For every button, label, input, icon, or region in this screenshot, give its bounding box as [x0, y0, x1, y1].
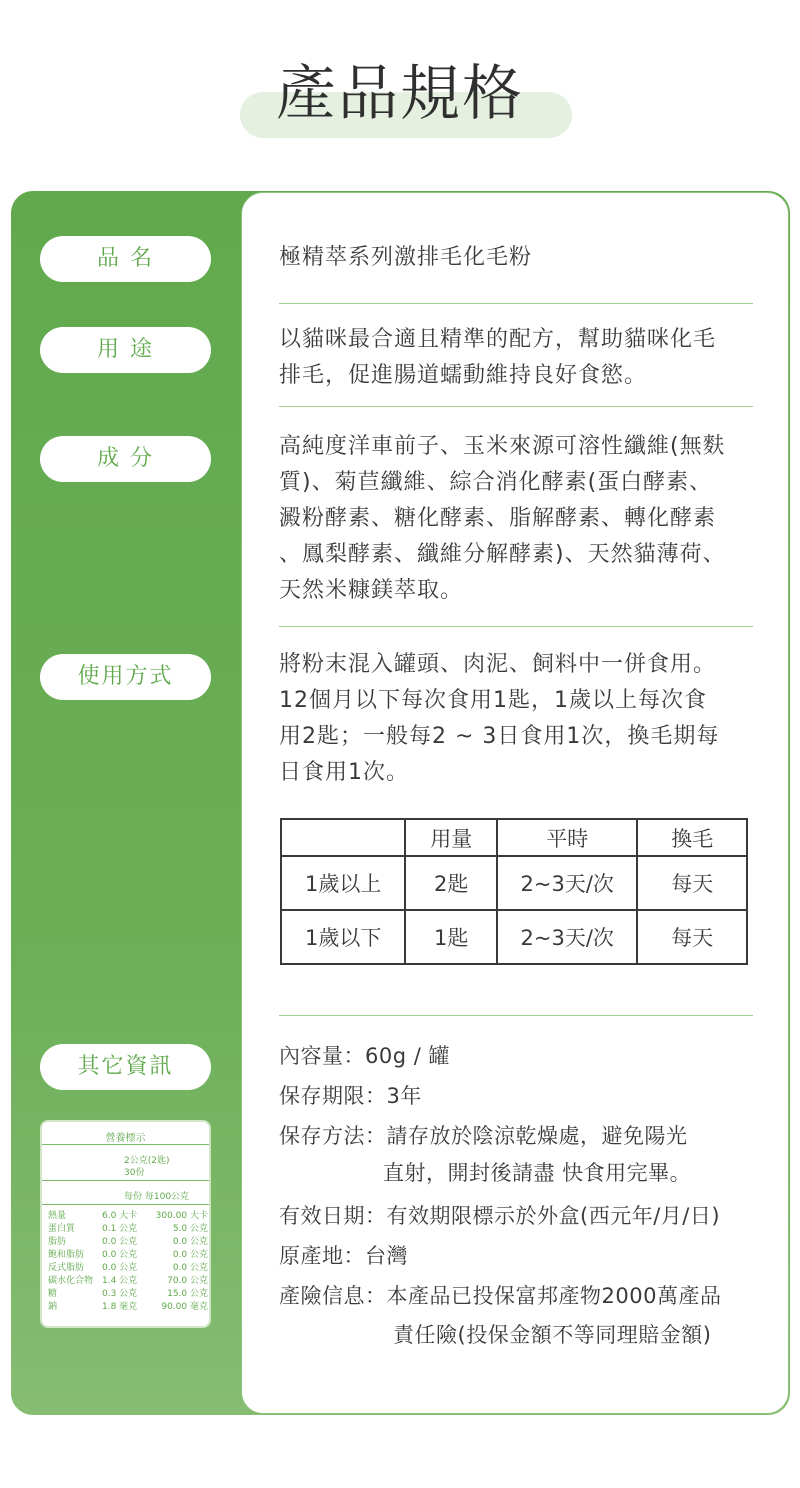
ingredients-value [279, 429, 769, 609]
table-cell: 1匙 [405, 910, 497, 964]
usage-table-header-cell [281, 819, 405, 856]
info-shelf-life: 保存期限：3年 [279, 1084, 422, 1108]
product-name-value: 極精萃系列激排毛化毛粉 [279, 245, 533, 270]
nutrient-per-100g: 0.0 公克 [172, 1250, 208, 1260]
info-storage: 保存方法：請存放於陰涼乾燥處，避免陽光 [279, 1124, 688, 1148]
nutrient-name: 脂肪 [48, 1237, 67, 1247]
info-insurance: 產險信息：本產品已投保富邦產物2000萬產品 [279, 1284, 722, 1308]
nutrition-row [48, 1223, 208, 1236]
nutrition-divider [42, 1204, 209, 1205]
usage-value [279, 647, 769, 791]
nutrition-row [48, 1288, 208, 1301]
usage-line: 12個月以下每次食用1匙，1歲以上每次食 [279, 688, 707, 713]
ingredients-line: 質)、菊苣纖維、綜合消化酵素(蛋白酵素、 [279, 470, 713, 495]
nutrient-per-100g: 300.00 大卡 [155, 1211, 208, 1221]
nutrient-per-100g: 90.00 毫克 [161, 1302, 208, 1312]
usage-table-header-cell: 用量 [405, 819, 497, 856]
nutrient-per-100g: 5.0 公克 [172, 1224, 208, 1234]
usage-line: 將粉末混入罐頭、肉泥、飼料中一併食用。 [279, 652, 717, 677]
purpose-line: 以貓咪最合適且精準的配方，幫助貓咪化毛 [279, 327, 717, 352]
nutrient-per-serving: 0.3 公克 [102, 1289, 138, 1299]
purpose-line: 排毛，促進腸道蠕動維持良好食慾。 [279, 363, 648, 388]
label-ingredients: 成 分 [40, 436, 211, 482]
table-cell: 每天 [637, 856, 747, 910]
nutrient-per-serving: 0.0 公克 [102, 1263, 138, 1273]
info-capacity: 內容量：60g / 罐 [279, 1044, 450, 1068]
nutrition-servings: 30份 [124, 1168, 145, 1178]
nutrient-per-serving: 0.0 公克 [102, 1237, 138, 1247]
divider [279, 303, 753, 304]
usage-line: 用2匙；一般每2 ~ 3日食用1次，換毛期每 [279, 724, 720, 749]
table-cell: 每天 [637, 910, 747, 964]
nutrition-label [40, 1120, 211, 1328]
label-other-info: 其它資訊 [40, 1044, 211, 1090]
nutrient-name: 糖 [48, 1289, 58, 1299]
divider [279, 1015, 753, 1016]
nutrient-per-serving: 6.0 大卡 [102, 1211, 138, 1221]
ingredients-line: 澱粉酵素、糖化酵素、脂解酵素、轉化酵素 [279, 506, 717, 531]
table-cell: 2匙 [405, 856, 497, 910]
nutrition-row [48, 1210, 208, 1223]
nutrient-per-100g: 0.0 公克 [172, 1263, 208, 1273]
nutrient-per-100g: 70.0 公克 [167, 1276, 208, 1286]
label-usage: 使用方式 [40, 654, 211, 700]
usage-table-header-cell: 換毛 [637, 819, 747, 856]
table-cell: 2~3天/次 [497, 856, 637, 910]
table-row [281, 910, 747, 964]
usage-table [280, 818, 748, 965]
nutrition-row [48, 1275, 208, 1288]
nutrition-divider [42, 1180, 209, 1181]
info-insurance-cont: 責任險(投保金額不等同理賠金額) [393, 1323, 712, 1347]
usage-line: 日食用1次。 [279, 760, 409, 785]
nutrient-per-100g: 0.0 公克 [172, 1237, 208, 1247]
usage-table-header [281, 819, 747, 856]
ingredients-line: 、鳳梨酵素、纖維分解酵素)、天然貓薄荷、 [279, 542, 726, 567]
nutrition-row [48, 1236, 208, 1249]
nutrient-per-serving: 0.1 公克 [102, 1224, 138, 1234]
nutrition-row [48, 1262, 208, 1275]
divider [279, 406, 753, 407]
nutrition-row [48, 1249, 208, 1262]
nutrition-row [48, 1301, 208, 1314]
usage-table-header-cell: 平時 [497, 819, 637, 856]
nutrient-name: 蛋白質 [48, 1224, 76, 1234]
nutrition-title: 營養標示 [105, 1133, 146, 1144]
nutrient-per-serving: 1.4 公克 [102, 1276, 138, 1286]
table-cell: 2~3天/次 [497, 910, 637, 964]
purpose-value [279, 322, 769, 394]
nutrition-columns: 每份 每100公克 [124, 1192, 190, 1202]
nutrient-name: 鈉 [48, 1302, 58, 1312]
table-cell: 1歲以上 [281, 856, 405, 910]
info-origin: 原產地：台灣 [279, 1244, 408, 1268]
table-cell: 1歲以下 [281, 910, 405, 964]
nutrition-divider [42, 1144, 209, 1145]
info-expiry: 有效日期：有效期限標示於外盒(西元年/月/日) [279, 1204, 721, 1228]
page-header [0, 0, 800, 160]
nutrient-name: 碳水化合物 [48, 1276, 94, 1286]
page-title: 產品規格 [276, 59, 524, 129]
info-storage-cont: 直射，開封後請盡 快食用完畢。 [383, 1161, 692, 1185]
table-row [281, 856, 747, 910]
label-purpose: 用 途 [40, 327, 211, 373]
ingredients-line: 天然米糠鎂萃取。 [279, 578, 464, 603]
ingredients-line: 高純度洋車前子、玉米來源可溶性纖維(無麩 [279, 434, 726, 459]
nutrition-serving-size: 2公克(2匙) [124, 1156, 170, 1166]
label-product-name: 品 名 [40, 236, 211, 282]
nutrient-name: 熱量 [48, 1211, 67, 1221]
nutrient-per-100g: 15.0 公克 [167, 1289, 208, 1299]
nutrient-name: 反式脂肪 [48, 1263, 85, 1273]
nutrient-name: 飽和脂肪 [48, 1250, 85, 1260]
divider [279, 626, 753, 627]
nutrient-per-serving: 0.0 公克 [102, 1250, 138, 1260]
nutrient-per-serving: 1.8 毫克 [102, 1302, 138, 1312]
